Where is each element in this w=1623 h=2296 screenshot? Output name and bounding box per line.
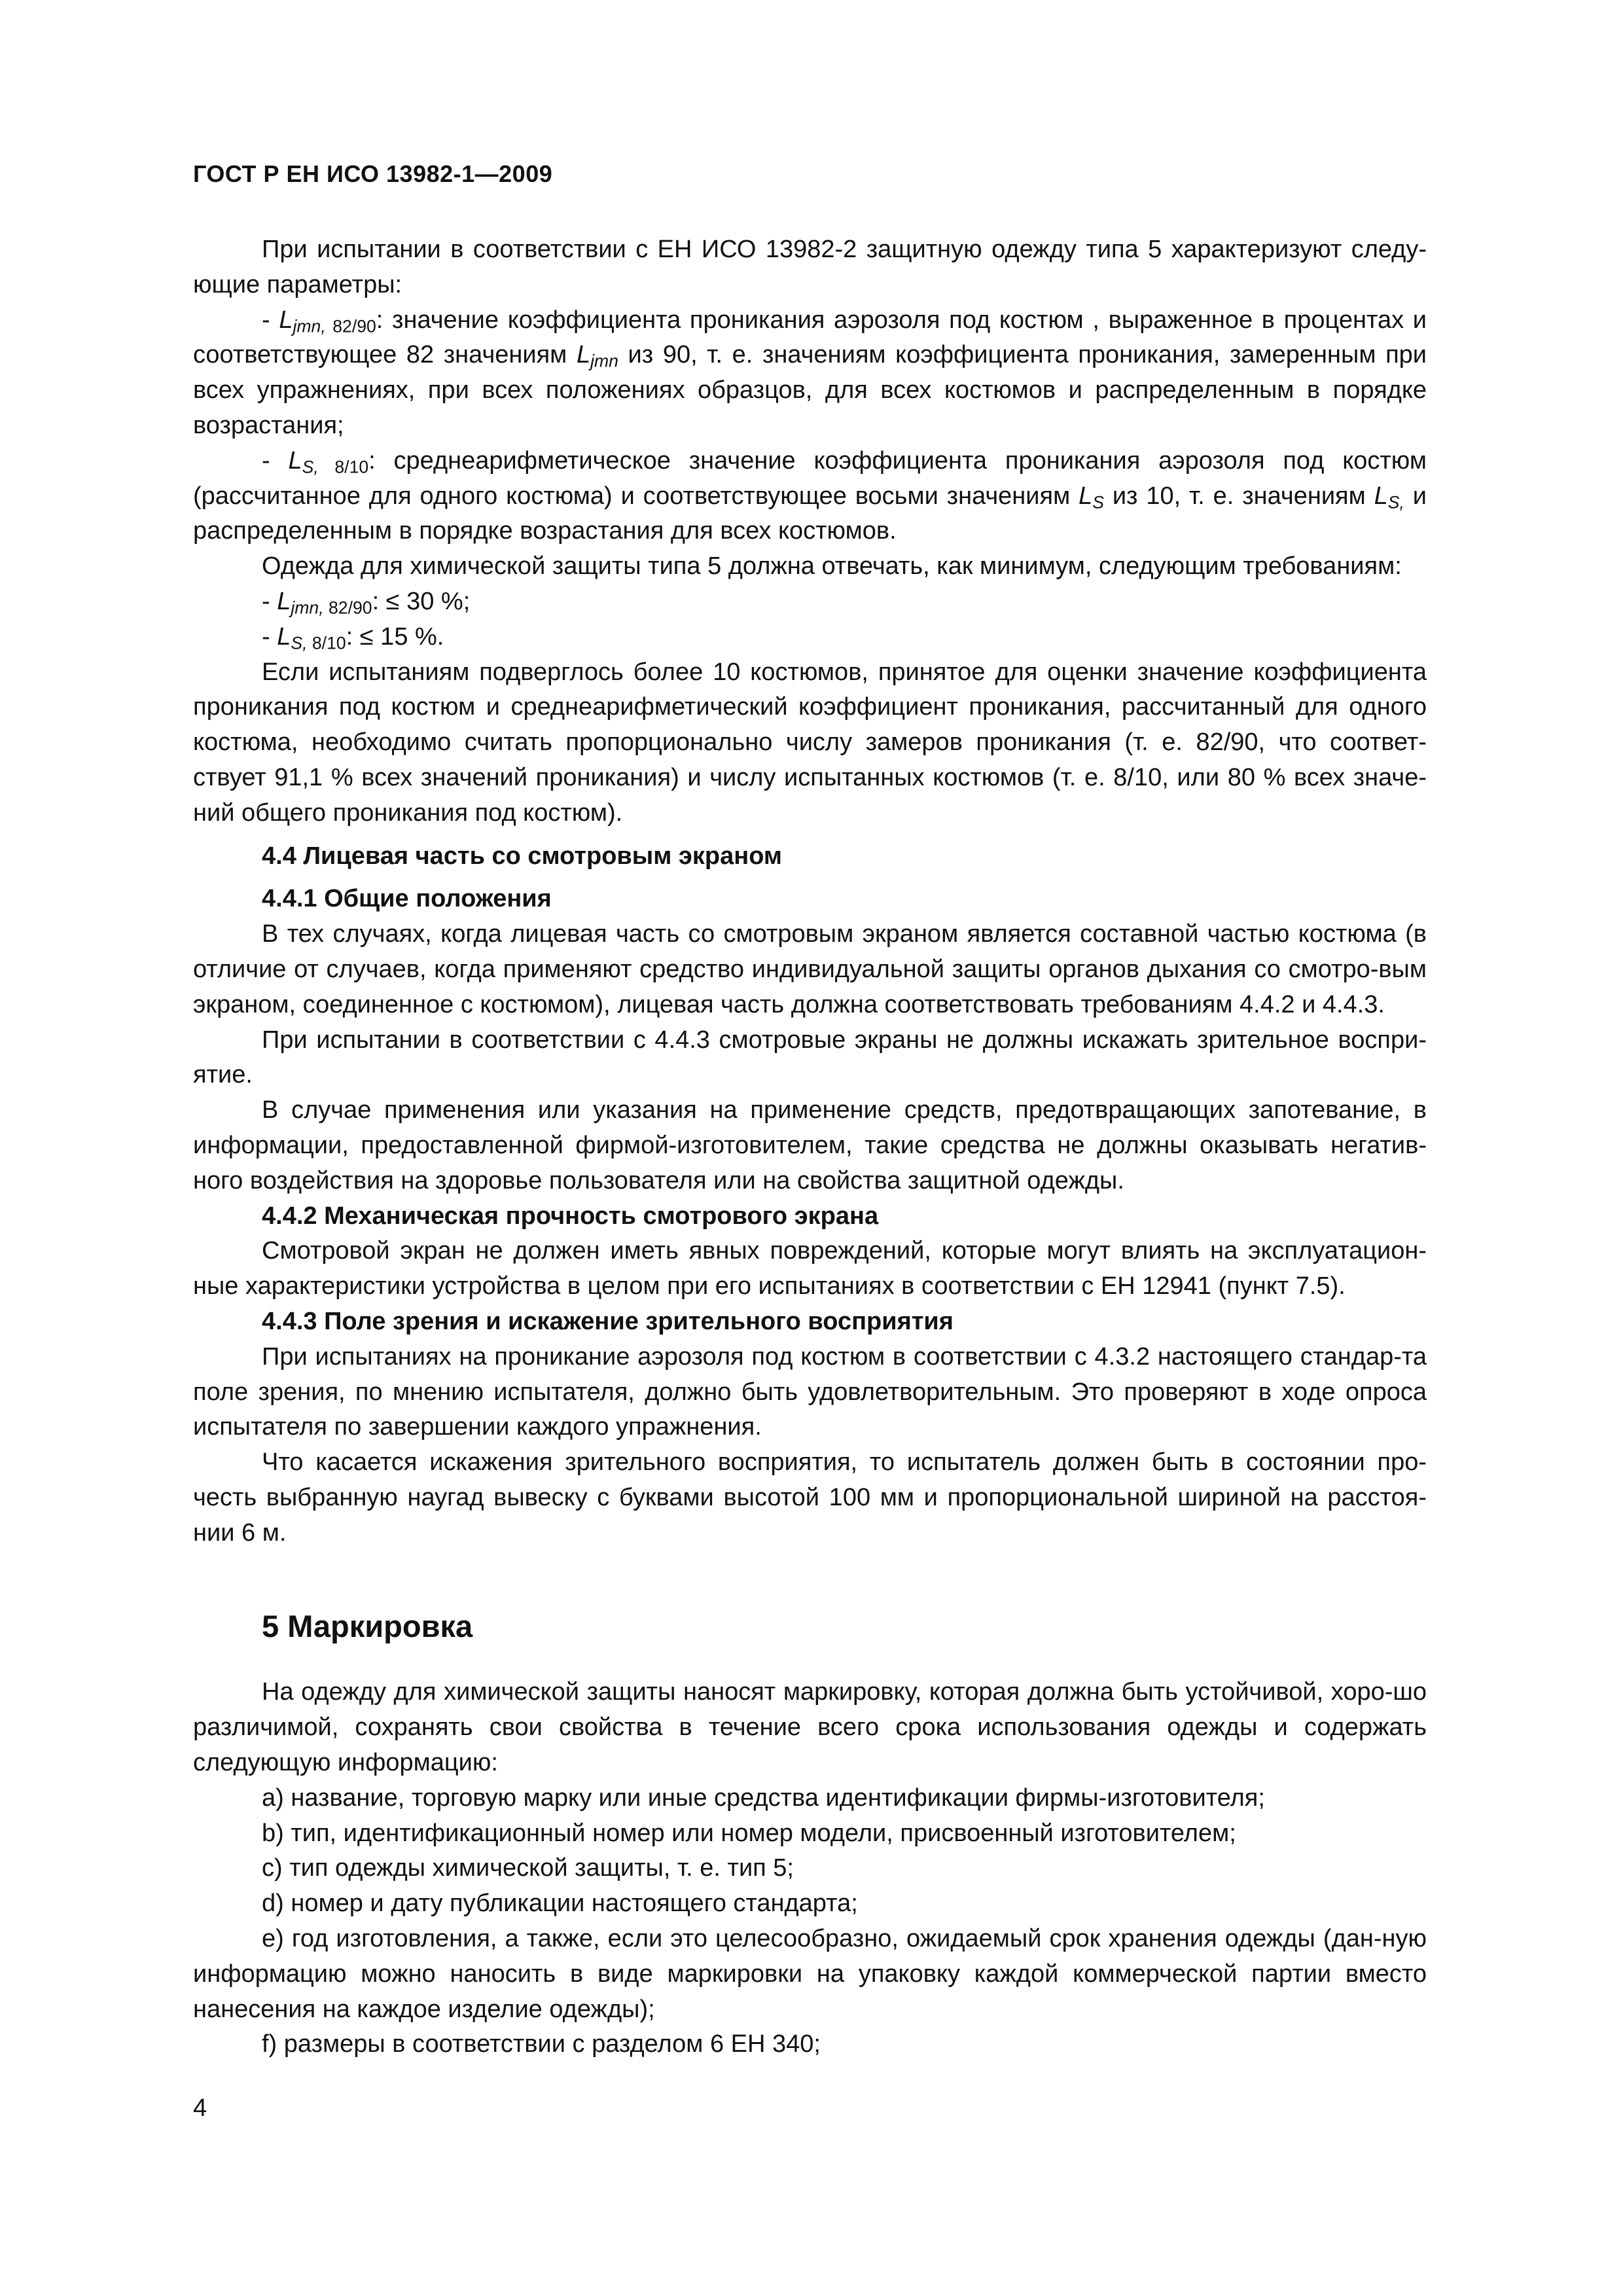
paragraph: На одежду для химической защиты наносят маркировку, которая должна быть устойчивой, хоро-шо различимой, сохранять свои свойства в течение всего срока использования одежды и содержать следующую информацию:	[193, 1678, 1427, 1777]
paragraph: Что касается искажения зрительного восприятия, то испытатель должен быть в состоянии про-честь выбранную наугад вывеску с буквами высотой 100 мм и пропорциональной шириной на расстоя-нии 6 м.	[193, 1448, 1427, 1547]
list-item: c) тип одежды химической защиты, т. е. тип 5;	[262, 1854, 794, 1882]
list-item: f) размеры в соответствии с разделом 6 ЕН 340;	[262, 2030, 821, 2058]
list-item: b) тип, идентификационный номер или номер модели, присвоенный изготовителем;	[262, 1819, 1236, 1847]
section-heading-4-4-3: 4.4.3 Поле зрения и искажение зрительного восприятия	[262, 1307, 954, 1335]
paragraph: В тех случаях, когда лицевая часть со смотровым экраном является составной частью костюма (в отличие от случаев, когда применяют средство индивидуальной защиты органов дыхания со смотро-вым экраном, соединенное с костюмом), лицевая часть должна соответствовать требованиям 4.4.2 и 4.4.3.	[193, 920, 1427, 1018]
list-item: e) год изготовления, а также, если это целесообразно, ожидаемый срок хранения одежды (дан-ную информацию можно наносить в виде маркировки на упаковку каждой коммерческой партии вместо нанесения на каждое изделие одежды);	[193, 1925, 1427, 2023]
list-item: a) название, торговую марку или иные средства идентификации фирмы-изготовителя;	[262, 1784, 1265, 1812]
dash: -	[262, 306, 279, 334]
symbol: L	[279, 306, 293, 334]
section-heading-5: 5 Маркировка	[262, 1609, 473, 1644]
paragraph: В случае применения или указания на применение средств, предотвращающих запотевание, в информации, предоставленной фирмой-изготовителем, такие средства не должны оказывать негатив-ного воздействия на здоровье пользователя или на свойства защитной одежды.	[193, 1096, 1427, 1194]
subscript: jmn, 82/90	[293, 316, 376, 336]
paragraph: При испытаниях на проникание аэрозоля под костюм в соответствии с 4.3.2 настоящего стандар-та поле зрения, по мнению испытателя, должно быть удовлетворительным. Это проверяют в ходе опроса испытателя по завершении каждого упражнения.	[193, 1342, 1427, 1441]
page-number: 4	[193, 2094, 207, 2122]
list-item: d) номер и дату публикации настоящего стандарта;	[262, 1890, 858, 1918]
parameter-item: - $L_{S, 8/10}$: среднеарифметическое значение коэффициента проникания аэрозоля под костюм (рассчитанное для одного костюма) и соответствующее восьми значениям $L_S$ из 10, т. е. значениям $L_{S,}$ и распределенным в порядке возрастания для всех костюмов.	[193, 446, 1427, 545]
paragraph: Одежда для химической защиты типа 5 должна отвечать, как минимум, следующим требованиям:	[262, 552, 1402, 581]
document-header: ГОСТ Р ЕН ИСО 13982-1—2009	[193, 160, 553, 187]
paragraph: Смотровой экран не должен иметь явных повреждений, которые могут влиять на эксплуатацион-ные характеристики устройства в целом при его испытаниях в соответствии с ЕН 12941 (пункт 7.5).	[193, 1237, 1427, 1300]
section-heading-4-4-1: 4.4.1 Общие положения	[262, 885, 552, 913]
requirement-item: - $L_{S, 8/10}$: ≤ 15 %.	[262, 622, 444, 653]
document-body	[193, 232, 1427, 2062]
section-heading-4-4: 4.4 Лицевая часть со смотровым экраном	[262, 842, 783, 870]
section-heading-4-4-2: 4.4.2 Механическая прочность смотрового экрана	[262, 1202, 879, 1230]
paragraph: Если испытаниям подверглось более 10 костюмов, принятое для оценки значение коэффициента проникания под костюм и среднеарифметический коэффициент проникания, рассчитанный для одного костюма, необходимо считать пропорционально числу замеров проникания (т. е. 82/90, что соответ-ствует 91,1 % всех значений проникания) и числу испытанных костюмов (т. е. 8/10, или 80 % всех значе-ний общего проникания под костюм).	[193, 658, 1427, 827]
requirement-item: - $L_{jmn, 82/90}$: ≤ 30 %;	[262, 587, 471, 618]
parameter-item: - $L_{jmn, 82/90}$: значение коэффициента проникания аэрозоля под костюм , выраженное в процентах и соответствующее 82 значениям $L_{jmn}$ из 90, т. е. значениям коэффициента проникания, замеренным при всех упражнениях, при всех положениях образцов, для всех костюмов и распределенным в порядке возрастания;	[193, 306, 1427, 439]
paragraph: При испытании в соответствии с ЕН ИСО 13982-2 защитную одежду типа 5 характеризуют следу-ющие параметры:	[193, 236, 1427, 298]
paragraph: При испытании в соответствии с 4.4.3 смотровые экраны не должны искажать зрительное воспри-ятие.	[193, 1026, 1427, 1089]
